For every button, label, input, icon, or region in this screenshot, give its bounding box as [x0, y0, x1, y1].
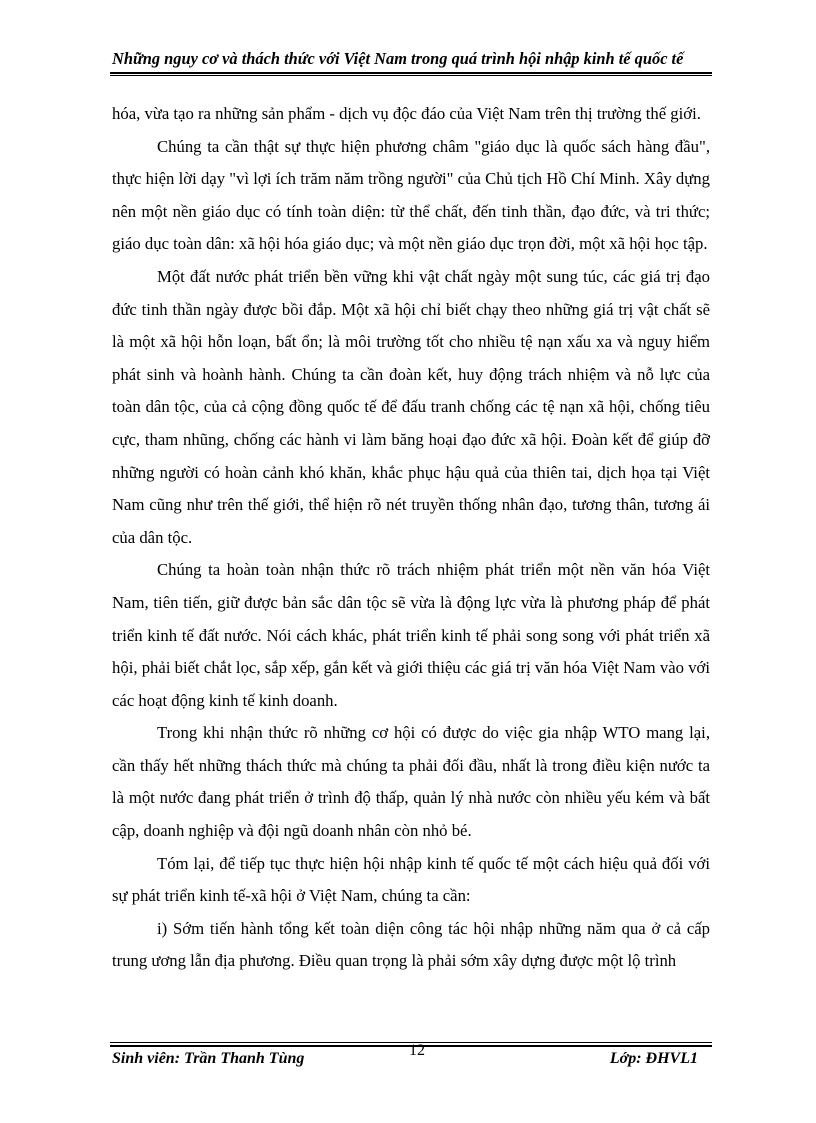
page-footer [112, 1042, 710, 1076]
footer-class-label: Lớp: ĐHVL1 [609, 1050, 698, 1067]
paragraph-6: Tóm lại, để tiếp tục thực hiện hội nhập kinh tế quốc tế một cách hiệu quả đối với sự phát triển kinh tế-xã hội ở Việt Nam, chúng ta cần: [112, 853, 710, 906]
paragraph-7: i) Sớm tiến hành tổng kết toàn diện công tác hội nhập những năm qua ở cả cấp trung ương lẫn địa phương. Điều quan trọng là phải sớm xây dựng được một lộ trình [112, 918, 710, 971]
paragraph-1: hóa, vừa tạo ra những sản phẩm - dịch vụ độc đáo của Việt Nam trên thị trường thế giới. [112, 104, 701, 123]
header-rule-thick [110, 72, 712, 74]
footer-student-name: Sinh viên: Trần Thanh Tùng [112, 1050, 305, 1067]
paragraph-5: Trong khi nhận thức rõ những cơ hội có được do việc gia nhập WTO mang lại, cần thấy hết những thách thức mà chúng ta phải đối đầu, nhất là trong điều kiện nước ta là một nước đang phát triển ở trình độ thấp, quản lý nhà nước còn nhiều yếu kém và bất cập, doanh nghiệp và đội ngũ doanh nhân còn nhỏ bé. [112, 723, 710, 841]
body-text [112, 98, 710, 978]
running-header: Những nguy cơ và thách thức với Việt Nam trong quá trình hội nhập kinh tế quốc tế [112, 49, 684, 68]
page-number: 12 [409, 1042, 425, 1059]
paragraph-2: Chúng ta cần thật sự thực hiện phương châm "giáo dục là quốc sách hàng đầu", thực hiện lời dạy "vì lợi ích trăm năm trồng người" của Chủ tịch Hồ Chí Minh. Xây dựng nên một nền giáo dục có tính toàn diện: từ thể chất, đến tinh thần, đạo đức, và tri thức; giáo dục toàn dân: xã hội hóa giáo dục; và một nền giáo dục trọn đời, một xã hội học tập. [112, 136, 710, 254]
paragraph-4: Chúng ta hoàn toàn nhận thức rõ trách nhiệm phát triển một nền văn hóa Việt Nam, tiên tiến, giữ được bản sắc dân tộc sẽ vừa là động lực vừa là phương pháp để phát triển kinh tế đất nước. Nói cách khác, phát triển kinh tế phải song song với phát triển xã hội, phải biết chắt lọc, sắp xếp, gắn kết và giới thiệu các giá trị văn hóa Việt Nam vào với các hoạt động kinh tế kinh doanh. [112, 560, 710, 710]
header-rule-thin [110, 75, 712, 76]
paragraph-3: Một đất nước phát triển bền vững khi vật chất ngày một sung túc, các giá trị đạo đức tinh thần ngày được bồi đắp. Một xã hội chỉ biết chạy theo những giá trị vật chất sẽ là một xã hội hỗn loạn, bất ổn; là môi trường tốt cho nhiều tệ nạn xấu xa và nguy hiểm phát sinh và hoành hành. Chúng ta cần đoàn kết, huy động trách nhiệm và nỗ lực của toàn dân tộc, của cả cộng đồng quốc tế để đấu tranh chống các tệ nạn xã hội, chống tiêu cực, tham nhũng, chống các hành vi làm băng hoại đạo đức xã hội. Đoàn kết để giúp đỡ những người có hoàn cảnh khó khăn, khắc phục hậu quả của thiên tai, dịch họa tại Việt Nam cũng như trên thế giới, thể hiện rõ nét truyền thống nhân đạo, tương thân, tương ái của dân tộc. [112, 266, 710, 547]
